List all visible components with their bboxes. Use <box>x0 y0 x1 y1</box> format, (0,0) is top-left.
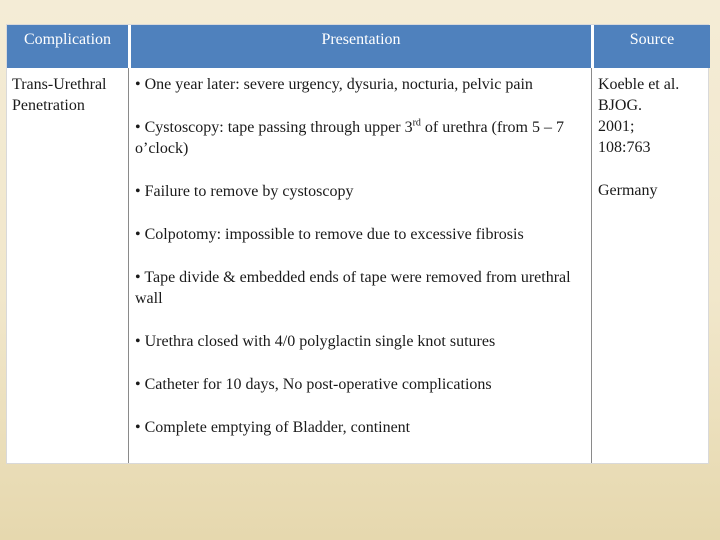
presentation-item: • Urethra closed with 4/0 polyglactin single knot sutures <box>135 333 496 350</box>
column-divider <box>591 68 592 463</box>
header-separator <box>7 68 708 70</box>
complication-line: Trans-Urethral <box>12 76 107 93</box>
source-cell <box>598 74 708 201</box>
presentation-item: • Colpotomy: impossible to remove due to excessive fibrosis <box>135 226 524 243</box>
complication-line: Penetration <box>12 97 85 114</box>
source-line: 108:763 <box>598 139 651 156</box>
complication-cell <box>12 74 127 116</box>
header-source: Source <box>594 25 710 68</box>
source-line: 2001; <box>598 118 635 135</box>
presentation-item: • Catheter for 10 days, No post-operative complications <box>135 376 492 393</box>
presentation-text: • Cystoscopy: tape passing through upper 3 <box>135 119 413 136</box>
presentation-item: • One year later: severe urgency, dysuria, nocturia, pelvic pain <box>135 76 533 93</box>
source-line: Germany <box>598 182 658 199</box>
superscript-rd: rd <box>412 117 421 129</box>
complication-table <box>6 24 709 464</box>
source-line: BJOG. <box>598 97 643 114</box>
source-line: Koeble et al. <box>598 76 680 93</box>
presentation-item: • Tape divide & embedded ends of tape were removed from urethral wall <box>135 269 571 307</box>
spacer <box>598 158 708 180</box>
presentation-text: of urethra (from 5 – 7 o’clock) <box>135 119 564 157</box>
header-complication: Complication <box>7 25 128 68</box>
presentation-item: • Failure to remove by cystoscopy <box>135 183 354 200</box>
column-divider <box>128 68 129 463</box>
presentation-item <box>135 117 587 159</box>
header-presentation: Presentation <box>131 25 591 68</box>
presentation-list <box>135 74 587 460</box>
presentation-item: • Complete emptying of Bladder, continent <box>135 419 411 436</box>
